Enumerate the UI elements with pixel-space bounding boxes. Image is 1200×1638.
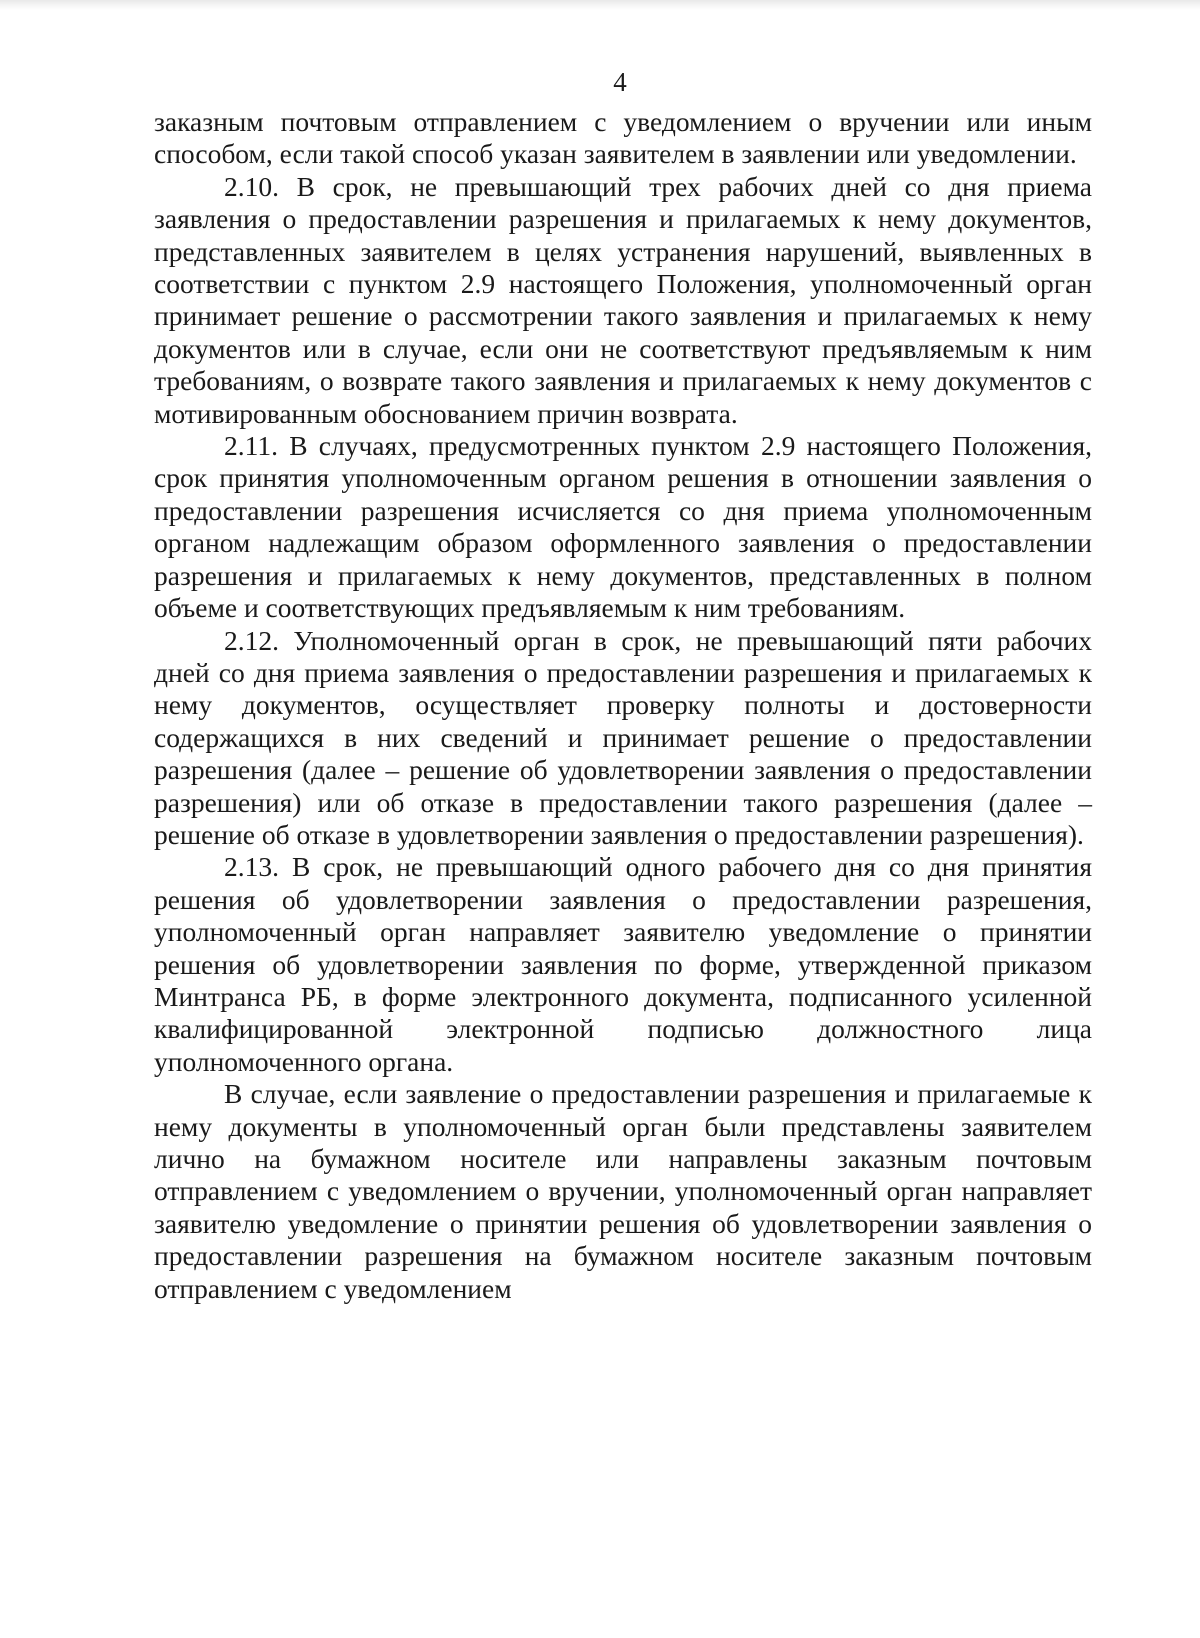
paragraph-2-13-case: В случае, если заявление о предоставлении разрешения и прилагаемые к нему документы в уполномоченный орган были представлены заявителем лично на бумажном носителе или направлены заказным почтовым отправлением с уведомлением о вручении, уполномоченный орган направляет заявителю уведомление о принятии решения об удовлетворении заявления о предоставлении разрешения на бумажном носителе заказным почтовым отправлением с уведомлением bbox=[154, 1078, 1092, 1304]
paragraph-2-10: 2.10. В срок, не превышающий трех рабочих дней со дня приема заявления о предоставлении разрешения и прилагаемых к нему документов, представленных заявителем в целях устранения нарушений, выявленных в соответствии с пунктом 2.9 настоящего Положения, уполномоченный орган принимает решение о рассмотрении такого заявления и прилагаемых к нему документов или в случае, если они не соответствуют предъявляемым к ним требованиям, о возврате такого заявления и прилагаемых к нему документов с мотивированным обоснованием причин возврата. bbox=[154, 170, 1092, 429]
paragraph-continuation: заказным почтовым отправлением с уведомлением о вручении или иным способом, если такой способ указан заявителем в заявлении или уведомлении. bbox=[154, 106, 1092, 170]
paragraph-2-12: 2.12. Уполномоченный орган в срок, не превышающий пяти рабочих дней со дня приема заявления о предоставлении разрешения и прилагаемых к нему документов, осуществляет проверку полноты и достоверности содержащихся в них сведений и принимает решение о предоставлении разрешения (далее – решение об удовлетворении заявления о предоставлении разрешения) или об отказе в предоставлении такого разрешения (далее – решение об отказе в удовлетворении заявления о предоставлении разрешения). bbox=[154, 624, 1092, 850]
page-number: 4 bbox=[613, 67, 627, 97]
paragraph-2-11: 2.11. В случаях, предусмотренных пунктом 2.9 настоящего Положения, срок принятия уполномоченным органом решения в отношении заявления о предоставлении разрешения исчисляется со дня приема уполномоченным органом надлежащим образом оформленного заявления о предоставлении разрешения и прилагаемых к нему документов, представленных в полном объеме и соответствующих предъявляемым к ним требованиям. bbox=[154, 430, 1092, 624]
paragraph-2-13: 2.13. В срок, не превышающий одного рабочего дня со дня принятия решения об удовлетворении заявления о предоставлении разрешения, уполномоченный орган направляет заявителю уведомление о принятии решения об удовлетворении заявления по форме, утвержденной приказом Минтранса РБ, в форме электронного документа, подписанного усиленной квалифицированной электронной подписью должностного лица уполномоченного органа. bbox=[154, 851, 1092, 1077]
scan-top-edge bbox=[0, 0, 1200, 10]
document-body bbox=[154, 106, 1092, 1305]
